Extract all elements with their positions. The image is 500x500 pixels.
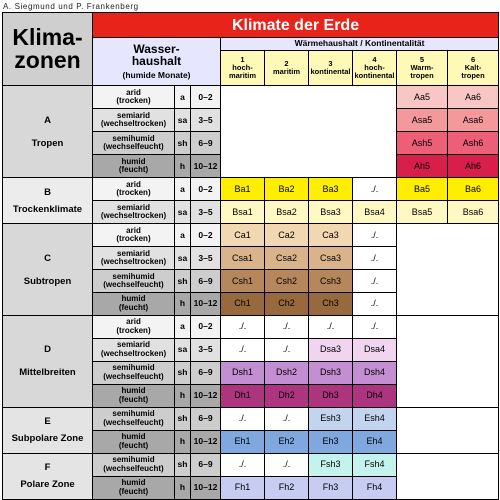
humid-months: 10–12	[191, 293, 221, 316]
humidity-code: h	[175, 384, 191, 407]
climate-cell: Fh3	[309, 476, 353, 499]
climate-cell: ./.	[353, 247, 397, 270]
climate-cell: ./.	[353, 270, 397, 293]
humidity-label: humid (feucht)	[93, 155, 175, 178]
klimazonen-label: Klima- zonen	[12, 24, 83, 74]
column-header-3: 3 kontinental	[309, 50, 353, 86]
climate-cell: Bsa2	[265, 201, 309, 224]
zone-name: Tropen	[31, 137, 64, 149]
climate-cell: ./.	[221, 338, 265, 361]
humidity-label: semihumid (wechselfeucht)	[93, 453, 175, 476]
humidity-code: sa	[175, 109, 191, 132]
climate-cell: Ba6	[448, 178, 499, 201]
humid-months: 3–5	[191, 109, 221, 132]
humidity-code: sh	[175, 407, 191, 430]
zone-name: Subpolare Zone	[11, 433, 84, 445]
zone-name: Subtropen	[23, 275, 72, 287]
humid-months: 6–9	[191, 270, 221, 293]
empty-region	[221, 86, 397, 178]
author-credit: A. Siegmund und P. Frankenberg	[3, 2, 139, 11]
zone-letter: B	[44, 186, 51, 198]
climate-cell: Dh4	[353, 384, 397, 407]
climate-cell: Asa5	[397, 109, 448, 132]
climate-cell: ./.	[353, 315, 397, 338]
humidity-label: humid (feucht)	[93, 384, 175, 407]
humid-months: 3–5	[191, 338, 221, 361]
zone-label	[3, 407, 93, 453]
zone-label	[3, 453, 93, 499]
humidity-code: sa	[175, 338, 191, 361]
table-row	[3, 453, 499, 476]
humid-months: 6–9	[191, 453, 221, 476]
humidity-code: h	[175, 293, 191, 316]
climate-cell: Csa1	[221, 247, 265, 270]
climate-cell: Eh1	[221, 430, 265, 453]
climate-cell: Bsa6	[448, 201, 499, 224]
zone-name: Trockenklimate	[12, 203, 83, 215]
climate-cell: Ah6	[448, 155, 499, 178]
climate-cell: ./.	[353, 224, 397, 247]
column-header-5: 5 Warm- tropen	[397, 50, 448, 86]
humidity-code: sa	[175, 201, 191, 224]
climate-cell: Bsa3	[309, 201, 353, 224]
humidity-label: semihumid (wechselfeucht)	[93, 132, 175, 155]
humidity-label: semiarid (wechseltrocken)	[93, 247, 175, 270]
column-header-2: 2 maritim	[265, 50, 309, 86]
climate-cell: ./.	[309, 315, 353, 338]
climate-cell: Ch2	[265, 293, 309, 316]
climate-cell: Bsa5	[397, 201, 448, 224]
humidity-label: humid (feucht)	[93, 430, 175, 453]
empty-region	[397, 315, 499, 407]
climate-cell: Dsh4	[353, 361, 397, 384]
humidity-code: sh	[175, 453, 191, 476]
zone-letter: A	[44, 114, 51, 126]
humidity-code: sa	[175, 247, 191, 270]
climate-cell: Csh3	[309, 270, 353, 293]
climate-cell: ./.	[265, 453, 309, 476]
climate-cell: Eh2	[265, 430, 309, 453]
climate-cell: ./.	[221, 407, 265, 430]
climate-cell: Ba1	[221, 178, 265, 201]
zone-label	[3, 224, 93, 316]
zone-label	[3, 86, 93, 178]
humidity-code: a	[175, 224, 191, 247]
climate-cell: Csa3	[309, 247, 353, 270]
climate-cell: ./.	[265, 407, 309, 430]
humid-months: 0–2	[191, 224, 221, 247]
climate-cell: Ah5	[397, 155, 448, 178]
climate-cell: Fh4	[353, 476, 397, 499]
humidity-label: arid (trocken)	[93, 315, 175, 338]
humidity-code: a	[175, 315, 191, 338]
humidity-label: semihumid (wechselfeucht)	[93, 407, 175, 430]
climate-cell: Dsa3	[309, 338, 353, 361]
humidity-label: semiarid (wechseltrocken)	[93, 338, 175, 361]
humidity-code: h	[175, 155, 191, 178]
wasserhaushalt-header	[93, 38, 221, 86]
humidity-code: h	[175, 476, 191, 499]
column-header-6: 6 Kalt- tropen	[448, 50, 499, 86]
climate-cell: Csh1	[221, 270, 265, 293]
climate-cell: ./.	[265, 338, 309, 361]
climate-cell: Ba2	[265, 178, 309, 201]
zone-letter: C	[44, 252, 51, 264]
empty-region	[397, 453, 499, 499]
climate-classification-table	[2, 12, 499, 500]
humidity-label: humid (feucht)	[93, 293, 175, 316]
humidity-label: arid (trocken)	[93, 178, 175, 201]
climate-cell: Ch3	[309, 293, 353, 316]
climate-cell: Ba5	[397, 178, 448, 201]
waermehaushalt-header: Wärmehaushalt / Kontinentalität	[221, 38, 499, 51]
humid-months: 10–12	[191, 476, 221, 499]
humidity-code: a	[175, 86, 191, 109]
humid-months: 10–12	[191, 155, 221, 178]
climate-cell: Dsh2	[265, 361, 309, 384]
climate-cell: Csh2	[265, 270, 309, 293]
climate-cell: ./.	[221, 315, 265, 338]
humidity-label: semiarid (wechseltrocken)	[93, 109, 175, 132]
humidity-label: arid (trocken)	[93, 224, 175, 247]
humidity-label: semihumid (wechselfeucht)	[93, 270, 175, 293]
climate-cell: Dsh1	[221, 361, 265, 384]
table-row	[3, 178, 499, 201]
zone-letter: D	[44, 344, 51, 356]
humid-months: 0–2	[191, 86, 221, 109]
climate-cell: Eh3	[309, 430, 353, 453]
climate-cell: Ash6	[448, 132, 499, 155]
wasserhaushalt-label: Wasser- haushalt	[131, 41, 182, 68]
humidity-code: sh	[175, 361, 191, 384]
humid-months: 6–9	[191, 407, 221, 430]
table-row	[3, 315, 499, 338]
empty-region	[397, 407, 499, 453]
climate-cell: Ba3	[309, 178, 353, 201]
page-title: Klimate der Erde	[93, 13, 499, 38]
climate-cell: Dsh3	[309, 361, 353, 384]
climate-cell: Fh1	[221, 476, 265, 499]
climate-cell: Csa2	[265, 247, 309, 270]
climate-cell: Dh1	[221, 384, 265, 407]
zone-label	[3, 178, 93, 224]
humidity-label: semihumid (wechselfeucht)	[93, 361, 175, 384]
zone-label	[3, 315, 93, 407]
humidity-code: a	[175, 178, 191, 201]
climate-cell: Ca3	[309, 224, 353, 247]
climate-cell: Esh4	[353, 407, 397, 430]
humidity-label: arid (trocken)	[93, 86, 175, 109]
climate-cell: Ca2	[265, 224, 309, 247]
humidity-label: humid (feucht)	[93, 476, 175, 499]
zone-name: Mittelbreiten	[19, 367, 76, 379]
climate-cell: Fh2	[265, 476, 309, 499]
column-header-4: 4 hoch- kontinental	[353, 50, 397, 86]
climate-cell: ./.	[353, 293, 397, 316]
climate-cell: Ca1	[221, 224, 265, 247]
table-row	[3, 86, 499, 109]
climate-cell: Asa6	[448, 109, 499, 132]
climate-cell: ./.	[353, 178, 397, 201]
climate-cell: Aa5	[397, 86, 448, 109]
humidity-code: sh	[175, 270, 191, 293]
climate-cell: Ch1	[221, 293, 265, 316]
climate-cell: Aa6	[448, 86, 499, 109]
climate-cell: Fsh4	[353, 453, 397, 476]
climate-cell: Dh2	[265, 384, 309, 407]
humid-months: 10–12	[191, 384, 221, 407]
humid-months: 10–12	[191, 430, 221, 453]
climate-cell: Bsa1	[221, 201, 265, 224]
climate-cell: ./.	[221, 453, 265, 476]
humide-monate-label: (humide Monate)	[122, 69, 191, 80]
column-header-1: 1 hoch- maritim	[221, 50, 265, 86]
zone-letter: F	[44, 462, 51, 474]
humid-months: 3–5	[191, 201, 221, 224]
climate-cell: Ash5	[397, 132, 448, 155]
zone-letter: E	[44, 416, 51, 428]
humid-months: 6–9	[191, 361, 221, 384]
humidity-code: sh	[175, 132, 191, 155]
climate-cell: Eh4	[353, 430, 397, 453]
climate-cell: Esh3	[309, 407, 353, 430]
humidity-code: h	[175, 430, 191, 453]
zone-name: Polare Zone	[20, 479, 75, 491]
humid-months: 6–9	[191, 132, 221, 155]
humidity-label: semiarid (wechseltrocken)	[93, 201, 175, 224]
table-row	[3, 224, 499, 247]
humid-months: 3–5	[191, 247, 221, 270]
climate-cell: Dh3	[309, 384, 353, 407]
empty-region	[397, 224, 499, 316]
humid-months: 0–2	[191, 315, 221, 338]
climate-cell: Bsa4	[353, 201, 397, 224]
climate-cell: Fsh3	[309, 453, 353, 476]
climate-cell: Dsa4	[353, 338, 397, 361]
climate-cell: ./.	[265, 315, 309, 338]
klimazonen-header	[3, 13, 93, 86]
humid-months: 0–2	[191, 178, 221, 201]
table-row	[3, 407, 499, 430]
